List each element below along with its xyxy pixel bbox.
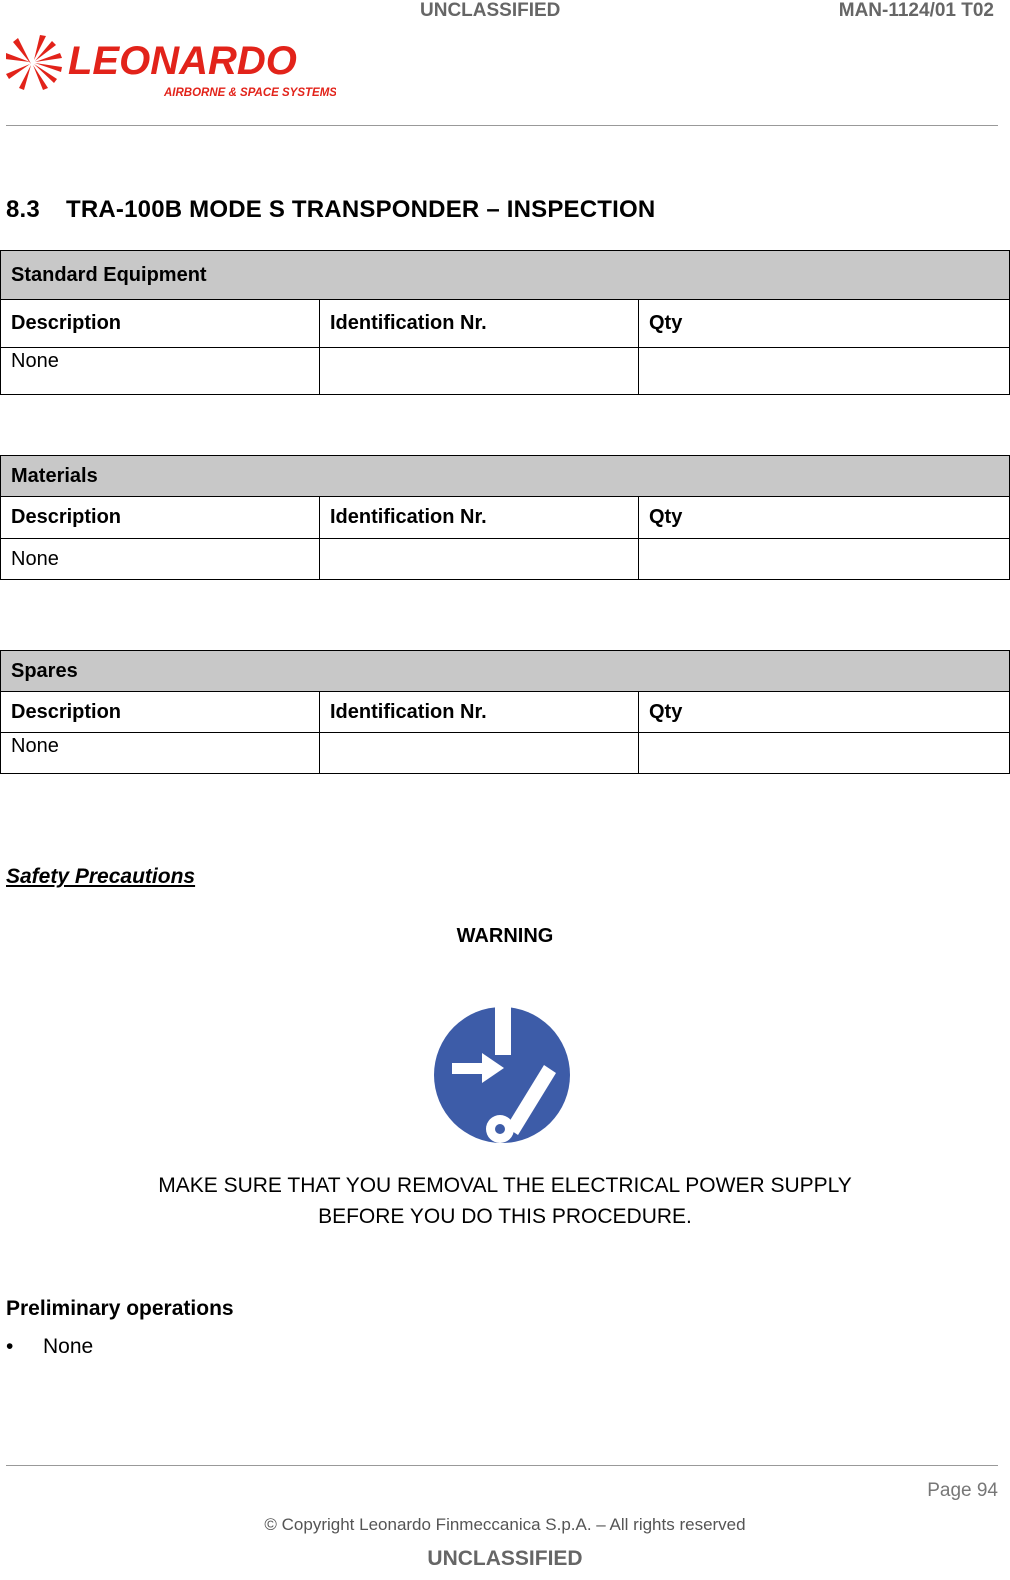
table-cell-qty [639, 733, 1010, 774]
table-cell-identification [320, 539, 639, 580]
column-header-qty: Qty [639, 300, 1010, 348]
table-cell-description: None [1, 348, 320, 395]
bullet: • [6, 1335, 14, 1358]
leonardo-logo-mark [6, 30, 336, 102]
column-header-description: Description [1, 497, 320, 539]
header-divider [6, 125, 998, 126]
standard-equipment-table [0, 250, 1010, 395]
warning-line-1: MAKE SURE THAT YOU REMOVAL THE ELECTRICAL POWER SUPPLY [158, 1174, 852, 1197]
logo-wordmark: LEONARDO [68, 39, 297, 83]
column-header-identification: Identification Nr. [320, 497, 639, 539]
column-header-description: Description [1, 300, 320, 348]
column-header-identification: Identification Nr. [320, 692, 639, 733]
table-heading: Spares [1, 651, 1010, 692]
warning-label: WARNING [456, 925, 554, 947]
footer-classification: UNCLASSIFIED [427, 1547, 583, 1570]
table-cell-identification [320, 733, 639, 774]
page-number: Page 94 [927, 1480, 998, 1501]
warning-line-2: BEFORE YOU DO THIS PROCEDURE. [318, 1205, 692, 1228]
table-cell-qty [639, 348, 1010, 395]
logo-subtitle: AIRBORNE & SPACE SYSTEMS [164, 87, 336, 99]
column-header-description: Description [1, 692, 320, 733]
section-title [6, 196, 655, 224]
copyright-notice: © Copyright Leonardo Finmeccanica S.p.A. – All rights reserved [264, 1515, 746, 1534]
preliminary-operations-heading: Preliminary operations [6, 1297, 234, 1320]
table-heading: Materials [1, 456, 1010, 497]
section-number: 8.3 [6, 196, 40, 223]
table-cell-qty [639, 539, 1010, 580]
footer-divider [6, 1465, 998, 1466]
warning-message [0, 1170, 1010, 1232]
safety-precautions-heading: Safety Precautions [6, 865, 196, 888]
materials-table [0, 455, 1010, 580]
leonardo-logo [6, 30, 336, 102]
column-header-identification: Identification Nr. [320, 300, 639, 348]
column-header-qty: Qty [639, 692, 1010, 733]
table-cell-description: None [1, 733, 320, 774]
table-cell-description: None [1, 539, 320, 580]
column-header-qty: Qty [639, 497, 1010, 539]
disconnect-power-icon [432, 1005, 572, 1145]
table-cell-identification [320, 348, 639, 395]
table-heading: Standard Equipment [1, 251, 1010, 300]
list-item-text: None [43, 1335, 94, 1358]
document-number: MAN-1124/01 T02 [838, 0, 994, 21]
list-item [6, 1335, 93, 1359]
spares-table [0, 650, 1010, 774]
header-classification: UNCLASSIFIED [420, 0, 561, 21]
section-title-text: TRA-100B MODE S TRANSPONDER – INSPECTION [66, 196, 656, 223]
